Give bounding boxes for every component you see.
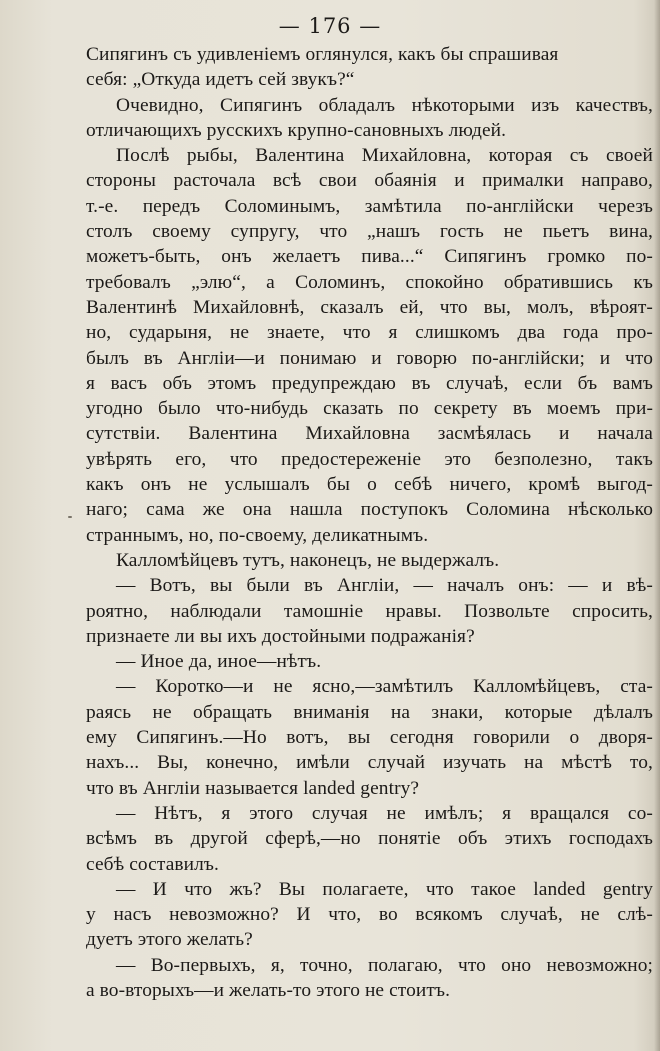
text-line: угодно было что-нибудь сказать по секрету въ моемъ при- (86, 398, 653, 420)
text-line: ему Сипягинъ.—Но вотъ, вы сегодня говорили о дворя- (86, 727, 653, 749)
text-line: Послѣ рыбы, Валентина Михайловна, которая съ своей (116, 145, 653, 167)
text-line: стороны расточала всѣ свои обаянія и прималки направо, (86, 170, 653, 192)
text-line: увѣрять его, что предостереженіе это безполезно, такъ (86, 448, 653, 470)
text-line: — Иное да, иное—нѣтъ. (116, 651, 322, 673)
text-line: какъ онъ не услышалъ бы о себѣ ничего, кромѣ выгод- (86, 474, 653, 496)
text-line: столъ своему супругу, что „нашъ гость не пьетъ вина, (86, 221, 653, 243)
text-line: раясь не обращать вниманія на знаки, которые дѣлалъ (86, 701, 653, 723)
text-line: Сипягинъ съ удивленіемъ оглянулся, какъ бы спрашивая (86, 44, 559, 65)
text-line: себѣ составилъ. (86, 853, 219, 875)
text-line: Валентинѣ Михайловнѣ, сказалъ ей, что вы, молъ, вѣроят- (86, 296, 653, 318)
text-line: отличающихъ русскихъ крупно-сановныхъ людей. (86, 119, 507, 141)
text-line: что въ Англіи называется landed gentry? (86, 777, 420, 799)
page-edge-shadow (654, 0, 660, 1051)
body-text (86, 42, 653, 1003)
text-line: Очевидно, Сипягинъ обладалъ нѣкоторыми изъ качествъ, (116, 94, 653, 116)
text-line: былъ въ Англіи—и понимаю и говорю по-англійски; и что (86, 347, 653, 369)
text-line: — И что жъ? Вы полагаете, что такое landed gentry (116, 878, 653, 900)
text-line: наго; сама же она нашла поступокъ Соломина нѣсколько (86, 499, 653, 521)
text-line: требовалъ „элю“, а Соломинъ, спокойно обратившись къ (86, 271, 653, 293)
text-line: — Вотъ, вы были въ Англіи, — началъ онъ: — и вѣ- (116, 575, 653, 597)
text-line: дуетъ этого желать? (86, 929, 253, 951)
text-line: страннымъ, но, по-своему, деликатнымъ. (86, 524, 429, 546)
text-line: нахъ... Вы, конечно, имѣли случай изучать на мѣстѣ то, (86, 752, 653, 774)
text-line: можетъ-быть, онъ желаетъ пива...“ Сипягинъ громко по- (86, 246, 653, 268)
page-number: — 176 — (278, 14, 382, 38)
text-line: у насъ невозможно? И что, во всякомъ случаѣ, не слѣ- (86, 904, 653, 926)
text-line: а во-вторыхъ—и желать-то этого не стоитъ. (86, 979, 451, 1001)
text-line: я васъ объ этомъ предупреждаю въ случаѣ, если бъ вамъ (86, 372, 653, 394)
text-line: Калломѣйцевъ тутъ, наконецъ, не выдержалъ. (116, 549, 500, 571)
text-line: себя: „Откуда идетъ сей звукъ?“ (86, 69, 355, 91)
text-line: всѣмъ въ другой сферѣ,—но понятіе объ этихъ господахъ (86, 828, 653, 850)
text-line: — Нѣтъ, я этого случая не имѣлъ; я вращался со- (116, 802, 653, 824)
paper-speck (68, 516, 72, 518)
text-line: но, сударыня, не знаете, что я слишкомъ два года про- (86, 322, 653, 344)
text-line: — Коротко—и не ясно,—замѣтилъ Калломѣйцевъ, ста- (116, 676, 653, 698)
text-line: роятно, наблюдали тамошніе нравы. Позвольте спросить, (86, 600, 653, 622)
text-line: признаете ли вы ихъ достойными подражанія? (86, 625, 475, 647)
text-line: сутствіи. Валентина Михайловна засмѣялась и начала (86, 423, 653, 445)
text-line: т.-е. передъ Соломинымъ, замѣтила по-англійски черезъ (86, 195, 653, 217)
text-line: — Во-первыхъ, я, точно, полагаю, что оно невозможно; (116, 954, 653, 976)
